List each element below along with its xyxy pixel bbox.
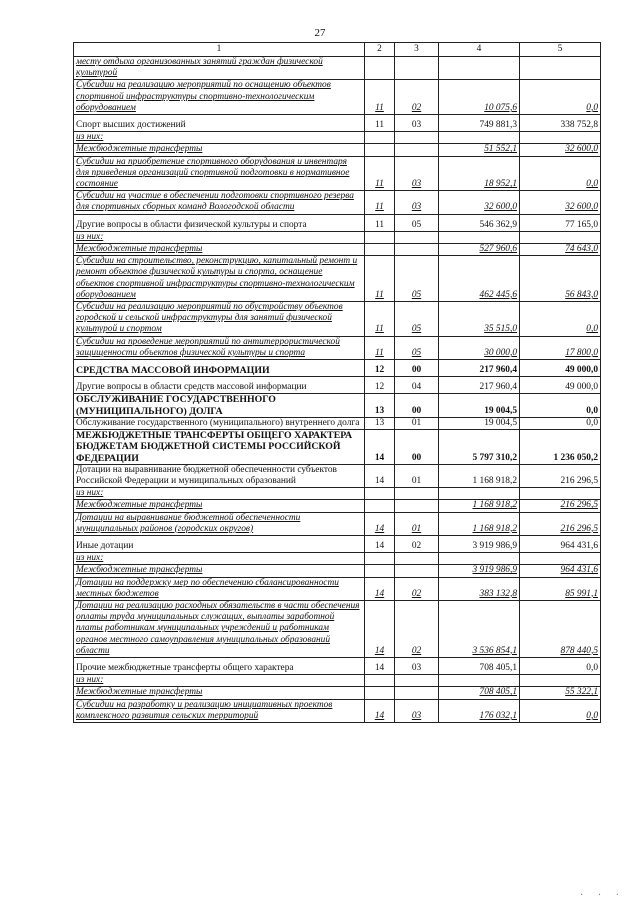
table-row <box>74 394 601 417</box>
column-header-1: 1 <box>74 43 365 57</box>
table-row <box>74 214 601 231</box>
table-row <box>74 231 601 243</box>
row-value-col5: 0,0 <box>520 657 601 674</box>
row-value-col4: 527 960,6 <box>439 244 520 256</box>
row-value-col4: 3 536 854,1 <box>439 600 520 657</box>
row-section-code <box>365 565 395 577</box>
table-row <box>74 675 601 687</box>
row-value-col5: 32 600,0 <box>520 144 601 156</box>
budget-table <box>73 42 601 723</box>
row-name: Субсидии на реализацию мероприятий по оснащению объектов спортивной инфраструктуры спортивно-технологическим оборудованием <box>74 80 365 115</box>
row-value-col5: 216 296,5 <box>520 500 601 512</box>
row-value-col4: 1 168 918,2 <box>439 500 520 512</box>
row-name: Дотации на выравнивание бюджетной обеспеченности субъектов Российской Федерации и муниципальных образований <box>74 464 365 487</box>
row-name: Субсидии на проведение мероприятий по антитеррористической защищенности объектов физической культуры и спорта <box>74 336 365 359</box>
row-name: Межбюджетные трансферты <box>74 687 365 699</box>
row-name: из них: <box>74 231 365 243</box>
row-subsection-code <box>395 675 439 687</box>
row-value-col4: 1 168 918,2 <box>439 464 520 487</box>
row-subsection-code <box>395 132 439 144</box>
row-section-code <box>365 144 395 156</box>
row-name: Спорт высших достижений <box>74 115 365 132</box>
row-subsection-code <box>395 488 439 500</box>
row-value-col5: 32 600,0 <box>520 191 601 214</box>
row-value-col4: 3 919 986,9 <box>439 565 520 577</box>
table-header-row <box>74 43 601 57</box>
table-row <box>74 512 601 535</box>
row-value-col5: 0,0 <box>520 699 601 722</box>
row-value-col4: 176 032,1 <box>439 699 520 722</box>
row-subsection-code: 02 <box>395 600 439 657</box>
row-value-col5: 338 752,8 <box>520 115 601 132</box>
row-name: Другие вопросы в области средств массовой информации <box>74 377 365 394</box>
row-section-code: 14 <box>365 464 395 487</box>
row-value-col5: 0,0 <box>520 417 601 429</box>
row-name: Субсидии на участие в обеспечении подготовки спортивного резерва для спортивных сборных команд Вологодской области <box>74 191 365 214</box>
table-row <box>74 244 601 256</box>
row-value-col4: 18 952,1 <box>439 156 520 191</box>
row-value-col4 <box>439 57 520 80</box>
row-value-col5: 74 643,0 <box>520 244 601 256</box>
row-section-code: 11 <box>365 302 395 337</box>
row-value-col5: 964 431,6 <box>520 565 601 577</box>
row-value-col5: 49 000,0 <box>520 360 601 377</box>
table-row <box>74 377 601 394</box>
row-value-col4: 30 000,0 <box>439 336 520 359</box>
row-value-col5 <box>520 675 601 687</box>
row-section-code: 11 <box>365 336 395 359</box>
row-value-col4: 217 960,4 <box>439 377 520 394</box>
row-subsection-code: 03 <box>395 156 439 191</box>
row-section-code: 14 <box>365 535 395 552</box>
table-row <box>74 336 601 359</box>
row-section-code: 14 <box>365 430 395 465</box>
row-subsection-code <box>395 144 439 156</box>
row-value-col5 <box>520 57 601 80</box>
row-value-col5: 49 000,0 <box>520 377 601 394</box>
row-name: Межбюджетные трансферты <box>74 565 365 577</box>
row-section-code <box>365 57 395 80</box>
row-name: из них: <box>74 675 365 687</box>
row-value-col4: 32 600,0 <box>439 191 520 214</box>
row-value-col4: 1 168 918,2 <box>439 512 520 535</box>
row-value-col4: 10 075,6 <box>439 80 520 115</box>
row-section-code: 14 <box>365 699 395 722</box>
row-subsection-code: 03 <box>395 699 439 722</box>
row-name: ОБСЛУЖИВАНИЕ ГОСУДАРСТВЕННОГО (МУНИЦИПАЛЬНОГО) ДОЛГА <box>74 394 365 417</box>
table-row <box>74 132 601 144</box>
row-section-code: 14 <box>365 577 395 600</box>
row-name: Субсидии на разработку и реализацию инициативных проектов комплексного развития сельских территорий <box>74 699 365 722</box>
row-section-code: 11 <box>365 80 395 115</box>
row-value-col4: 708 405,1 <box>439 687 520 699</box>
table-row <box>74 577 601 600</box>
row-value-col5: 216 296,5 <box>520 512 601 535</box>
row-name: Субсидии на строительство, реконструкцию, капитальный ремонт и ремонт объектов физической культуры и спорта, оснащение объектов спортивной инфраструктуры спортивно-технологическим оборудованием <box>74 256 365 302</box>
row-subsection-code: 02 <box>395 577 439 600</box>
row-value-col5: 216 296,5 <box>520 464 601 487</box>
table-row <box>74 488 601 500</box>
row-value-col4: 35 515,0 <box>439 302 520 337</box>
row-name: Межбюджетные трансферты <box>74 144 365 156</box>
row-section-code <box>365 244 395 256</box>
row-subsection-code: 05 <box>395 256 439 302</box>
row-subsection-code: 00 <box>395 360 439 377</box>
row-name: Межбюджетные трансферты <box>74 500 365 512</box>
row-subsection-code: 05 <box>395 336 439 359</box>
table-body <box>74 57 601 723</box>
row-value-col5: 55 322,1 <box>520 687 601 699</box>
row-name: Иные дотации <box>74 535 365 552</box>
row-subsection-code <box>395 565 439 577</box>
row-value-col5: 964 431,6 <box>520 535 601 552</box>
row-value-col5: 0,0 <box>520 80 601 115</box>
row-value-col5 <box>520 132 601 144</box>
row-subsection-code <box>395 244 439 256</box>
table-row <box>74 360 601 377</box>
row-value-col4: 462 445,6 <box>439 256 520 302</box>
row-section-code: 13 <box>365 417 395 429</box>
row-name: из них: <box>74 488 365 500</box>
table-row <box>74 699 601 722</box>
row-value-col5: 85 991,1 <box>520 577 601 600</box>
row-value-col4: 708 405,1 <box>439 657 520 674</box>
table-row <box>74 256 601 302</box>
row-name: МЕЖБЮДЖЕТНЫЕ ТРАНСФЕРТЫ ОБЩЕГО ХАРАКТЕРА БЮДЖЕТАМ БЮДЖЕТНОЙ СИСТЕМЫ РОССИЙСКОЙ ФЕДЕРАЦИИ <box>74 430 365 465</box>
row-section-code <box>365 500 395 512</box>
row-name: Межбюджетные трансферты <box>74 244 365 256</box>
scan-marks: · · · <box>580 890 625 901</box>
row-value-col4: 749 881,3 <box>439 115 520 132</box>
row-value-col4 <box>439 675 520 687</box>
row-name: Дотации на поддержку мер по обеспечению сбалансированности местных бюджетов <box>74 577 365 600</box>
table-row <box>74 144 601 156</box>
row-subsection-code <box>395 500 439 512</box>
row-subsection-code: 05 <box>395 214 439 231</box>
row-subsection-code <box>395 553 439 565</box>
row-value-col4: 51 552,1 <box>439 144 520 156</box>
row-subsection-code <box>395 231 439 243</box>
row-value-col5: 77 165,0 <box>520 214 601 231</box>
row-section-code: 12 <box>365 360 395 377</box>
row-name: Другие вопросы в области физической культуры и спорта <box>74 214 365 231</box>
column-header-4: 4 <box>439 43 520 57</box>
row-section-code: 14 <box>365 657 395 674</box>
row-section-code <box>365 687 395 699</box>
row-value-col5 <box>520 553 601 565</box>
row-value-col4: 5 797 310,2 <box>439 430 520 465</box>
row-section-code: 11 <box>365 191 395 214</box>
table-row <box>74 565 601 577</box>
row-subsection-code: 02 <box>395 80 439 115</box>
row-value-col5: 56 843,0 <box>520 256 601 302</box>
row-value-col4 <box>439 488 520 500</box>
row-value-col5: 17 800,0 <box>520 336 601 359</box>
row-value-col4: 383 132,8 <box>439 577 520 600</box>
row-value-col5: 0,0 <box>520 156 601 191</box>
column-header-3: 3 <box>395 43 439 57</box>
row-name: месту отдыха организованных занятий граждан физической культурой <box>74 57 365 80</box>
row-value-col4 <box>439 231 520 243</box>
row-name: Обслуживание государственного (муниципального) внутреннего долга <box>74 417 365 429</box>
row-section-code <box>365 553 395 565</box>
row-name: Субсидии на реализацию мероприятий по обустройству объектов городской и сельской инфраструктуры для занятий физической культурой и спортом <box>74 302 365 337</box>
row-value-col4: 3 919 986,9 <box>439 535 520 552</box>
row-section-code: 11 <box>365 214 395 231</box>
row-value-col4: 217 960,4 <box>439 360 520 377</box>
table-row <box>74 302 601 337</box>
row-subsection-code: 01 <box>395 417 439 429</box>
row-value-col4 <box>439 553 520 565</box>
row-value-col5: 1 236 050,2 <box>520 430 601 465</box>
table-row <box>74 191 601 214</box>
table-row <box>74 464 601 487</box>
row-subsection-code: 00 <box>395 430 439 465</box>
table-row <box>74 80 601 115</box>
row-value-col5 <box>520 488 601 500</box>
row-value-col5 <box>520 231 601 243</box>
page-number: 27 <box>314 27 326 39</box>
row-name: Дотации на реализацию расходных обязательств в части обеспечения оплаты труда муниципальных служащих, выплаты заработной платы работникам муниципальных учреждений и работникам органов местного самоуправления муниципальных образований области <box>74 600 365 657</box>
table-row <box>74 417 601 429</box>
table-row <box>74 687 601 699</box>
row-subsection-code: 05 <box>395 302 439 337</box>
row-subsection-code: 00 <box>395 394 439 417</box>
row-value-col4 <box>439 132 520 144</box>
table-row <box>74 535 601 552</box>
table-row <box>74 115 601 132</box>
row-name: Прочие межбюджетные трансферты общего характера <box>74 657 365 674</box>
row-subsection-code <box>395 57 439 80</box>
row-value-col4: 19 004,5 <box>439 417 520 429</box>
row-value-col5: 0,0 <box>520 302 601 337</box>
row-subsection-code: 02 <box>395 535 439 552</box>
row-subsection-code: 01 <box>395 464 439 487</box>
row-subsection-code: 03 <box>395 115 439 132</box>
row-section-code: 11 <box>365 115 395 132</box>
table-row <box>74 57 601 80</box>
table-row <box>74 430 601 465</box>
table-row <box>74 553 601 565</box>
row-value-col5: 0,0 <box>520 394 601 417</box>
row-section-code: 13 <box>365 394 395 417</box>
row-value-col4: 19 004,5 <box>439 394 520 417</box>
row-name: из них: <box>74 553 365 565</box>
row-name: из них: <box>74 132 365 144</box>
row-value-col4: 546 362,9 <box>439 214 520 231</box>
row-section-code <box>365 488 395 500</box>
table-row <box>74 500 601 512</box>
row-value-col5: 878 440,5 <box>520 600 601 657</box>
row-section-code <box>365 675 395 687</box>
row-subsection-code: 04 <box>395 377 439 394</box>
column-header-5: 5 <box>520 43 601 57</box>
row-subsection-code <box>395 687 439 699</box>
row-section-code: 12 <box>365 377 395 394</box>
row-section-code <box>365 231 395 243</box>
row-subsection-code: 03 <box>395 191 439 214</box>
row-section-code: 11 <box>365 156 395 191</box>
row-subsection-code: 03 <box>395 657 439 674</box>
row-name: СРЕДСТВА МАССОВОЙ ИНФОРМАЦИИ <box>74 360 365 377</box>
row-section-code: 14 <box>365 512 395 535</box>
row-subsection-code: 01 <box>395 512 439 535</box>
table-row <box>74 156 601 191</box>
row-name: Субсидии на приобретение спортивного оборудования и инвентаря для приведения организаций спортивной подготовки в нормативное состояние <box>74 156 365 191</box>
row-section-code: 11 <box>365 256 395 302</box>
column-header-2: 2 <box>365 43 395 57</box>
row-section-code: 14 <box>365 600 395 657</box>
row-section-code <box>365 132 395 144</box>
table-row <box>74 600 601 657</box>
row-name: Дотации на выравнивание бюджетной обеспеченности муниципальных районов (городских округов) <box>74 512 365 535</box>
table-row <box>74 657 601 674</box>
